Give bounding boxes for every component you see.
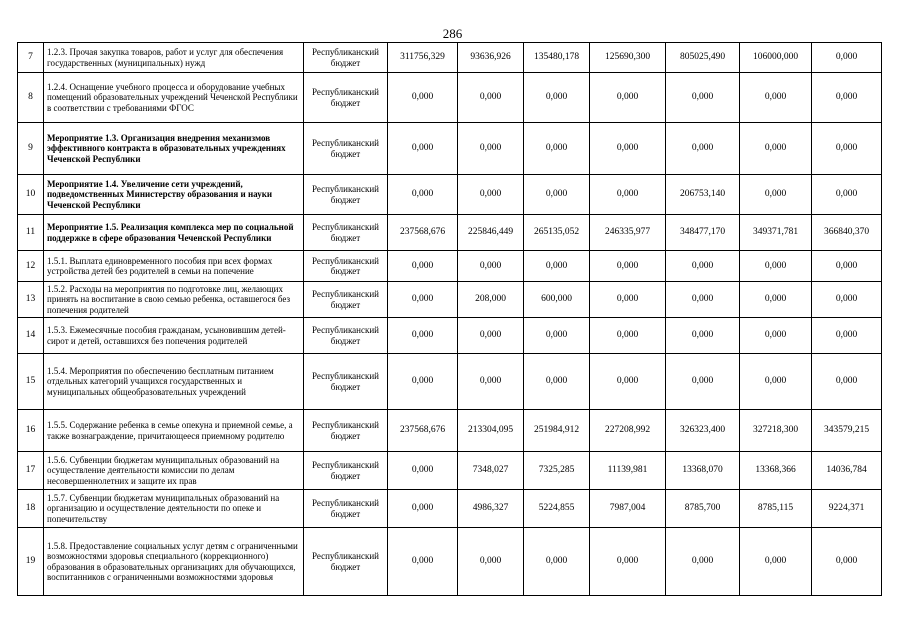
budget-value: 206753,140	[666, 175, 740, 215]
budget-value: 0,000	[388, 490, 458, 528]
row-description: 1.2.3. Прочая закупка товаров, работ и услуг для обеспечения государственных (муниципальных) нужд	[44, 43, 304, 73]
budget-value: 0,000	[388, 528, 458, 596]
budget-value: 0,000	[812, 282, 882, 318]
budget-value: 7325,285	[524, 452, 590, 490]
row-description: 1.5.2. Расходы на мероприятия по подготовке лиц, желающих принять на воспитание в свою семью ребенка, оставшегося без попечения родителей	[44, 282, 304, 318]
budget-value: 9224,371	[812, 490, 882, 528]
row-description: 1.5.4. Мероприятия по обеспечению бесплатным питанием отдельных категорий учащихся государственных и муниципальных общеобразовательных учреждений	[44, 354, 304, 410]
row-description: 1.5.6. Субвенции бюджетам муниципальных образований на осуществление деятельности комиссии по делам несовершеннолетних и защите их прав	[44, 452, 304, 490]
budget-value: 0,000	[590, 528, 666, 596]
budget-value: 0,000	[740, 528, 812, 596]
budget-value: 0,000	[388, 318, 458, 354]
budget-value: 0,000	[524, 251, 590, 282]
budget-value: 0,000	[666, 123, 740, 175]
row-number: 18	[18, 490, 44, 528]
row-number: 12	[18, 251, 44, 282]
row-description: 1.5.1. Выплата единовременного пособия при всех формах устройства детей без родителей в семьи на попечение	[44, 251, 304, 282]
budget-value: 208,000	[458, 282, 524, 318]
row-number: 11	[18, 215, 44, 251]
budget-value: 0,000	[524, 354, 590, 410]
budget-value: 0,000	[740, 123, 812, 175]
budget-value: 0,000	[812, 73, 882, 123]
budget-value: 5224,855	[524, 490, 590, 528]
table-row	[18, 282, 882, 318]
budget-value: 0,000	[666, 73, 740, 123]
budget-value: 0,000	[458, 123, 524, 175]
budget-value: 265135,052	[524, 215, 590, 251]
row-number: 14	[18, 318, 44, 354]
budget-value: 0,000	[590, 251, 666, 282]
table-row	[18, 123, 882, 175]
budget-value: 251984,912	[524, 410, 590, 452]
row-description: 1.2.4. Оснащение учебного процесса и оборудование учебных помещений образовательных учреждений Чеченской Республики в соответствии с требованиями ФГОС	[44, 73, 304, 123]
budget-value: 0,000	[740, 175, 812, 215]
funding-source: Республиканский бюджет	[304, 452, 388, 490]
budget-value: 0,000	[458, 528, 524, 596]
budget-value: 366840,370	[812, 215, 882, 251]
budget-value: 0,000	[590, 282, 666, 318]
budget-value: 0,000	[590, 318, 666, 354]
budget-value: 0,000	[590, 73, 666, 123]
budget-value: 0,000	[812, 528, 882, 596]
budget-value: 227208,992	[590, 410, 666, 452]
budget-value: 327218,300	[740, 410, 812, 452]
funding-source: Республиканский бюджет	[304, 215, 388, 251]
row-number: 15	[18, 354, 44, 410]
budget-value: 0,000	[388, 175, 458, 215]
budget-value: 0,000	[388, 123, 458, 175]
table-row	[18, 251, 882, 282]
funding-source: Республиканский бюджет	[304, 175, 388, 215]
row-number: 10	[18, 175, 44, 215]
budget-value: 213304,095	[458, 410, 524, 452]
row-number: 17	[18, 452, 44, 490]
table-row	[18, 175, 882, 215]
budget-value: 326323,400	[666, 410, 740, 452]
budget-value: 0,000	[812, 123, 882, 175]
table-row	[18, 528, 882, 596]
table-body	[18, 43, 882, 596]
budget-value: 0,000	[524, 123, 590, 175]
budget-value: 0,000	[666, 251, 740, 282]
row-description: Мероприятие 1.4. Увеличение сети учреждений, подведомственных Министерству образования и науки Чеченской Республики	[44, 175, 304, 215]
budget-value: 0,000	[666, 318, 740, 354]
table-row	[18, 73, 882, 123]
budget-value: 13368,070	[666, 452, 740, 490]
row-number: 19	[18, 528, 44, 596]
funding-source: Республиканский бюджет	[304, 318, 388, 354]
funding-source: Республиканский бюджет	[304, 43, 388, 73]
budget-value: 0,000	[524, 175, 590, 215]
row-description: Мероприятие 1.3. Организация внедрения механизмов эффективного контракта в образовательных учреждениях Чеченской Республики	[44, 123, 304, 175]
budget-value: 348477,170	[666, 215, 740, 251]
budget-value: 0,000	[524, 73, 590, 123]
budget-value: 0,000	[740, 354, 812, 410]
row-description: 1.5.3. Ежемесячные пособия гражданам, усыновившим детей-сирот и детей, оставшихся без попечения родителей	[44, 318, 304, 354]
row-number: 7	[18, 43, 44, 73]
funding-source: Республиканский бюджет	[304, 354, 388, 410]
budget-value: 135480,178	[524, 43, 590, 73]
row-number: 9	[18, 123, 44, 175]
budget-value: 0,000	[388, 282, 458, 318]
table-row	[18, 43, 882, 73]
row-number: 13	[18, 282, 44, 318]
funding-source: Республиканский бюджет	[304, 410, 388, 452]
table-row	[18, 318, 882, 354]
budget-value: 0,000	[458, 318, 524, 354]
row-number: 8	[18, 73, 44, 123]
budget-value: 0,000	[458, 354, 524, 410]
budget-value: 0,000	[666, 528, 740, 596]
budget-value: 0,000	[740, 73, 812, 123]
budget-table	[17, 42, 882, 596]
budget-value: 0,000	[590, 354, 666, 410]
budget-value: 600,000	[524, 282, 590, 318]
budget-value: 4986,327	[458, 490, 524, 528]
budget-value: 0,000	[812, 175, 882, 215]
budget-value: 11139,981	[590, 452, 666, 490]
budget-value: 0,000	[812, 354, 882, 410]
row-description: 1.5.5. Содержание ребенка в семье опекуна и приемной семье, а также вознаграждение, причитающееся приемному родителю	[44, 410, 304, 452]
budget-value: 0,000	[740, 318, 812, 354]
funding-source: Республиканский бюджет	[304, 528, 388, 596]
table-row	[18, 354, 882, 410]
budget-value: 0,000	[458, 73, 524, 123]
budget-value: 311756,329	[388, 43, 458, 73]
budget-value: 0,000	[524, 528, 590, 596]
funding-source: Республиканский бюджет	[304, 490, 388, 528]
budget-value: 349371,781	[740, 215, 812, 251]
budget-value: 0,000	[666, 282, 740, 318]
budget-value: 0,000	[458, 175, 524, 215]
funding-source: Республиканский бюджет	[304, 251, 388, 282]
page-number: 286	[442, 26, 463, 41]
budget-value: 0,000	[812, 318, 882, 354]
budget-value: 225846,449	[458, 215, 524, 251]
funding-source: Республиканский бюджет	[304, 73, 388, 123]
budget-value: 0,000	[388, 251, 458, 282]
budget-value: 343579,215	[812, 410, 882, 452]
budget-value: 125690,300	[590, 43, 666, 73]
budget-value: 7987,004	[590, 490, 666, 528]
budget-value: 0,000	[812, 43, 882, 73]
table-row	[18, 410, 882, 452]
budget-value: 106000,000	[740, 43, 812, 73]
budget-value: 7348,027	[458, 452, 524, 490]
budget-value: 13368,366	[740, 452, 812, 490]
budget-value: 0,000	[388, 354, 458, 410]
budget-value: 0,000	[524, 318, 590, 354]
budget-value: 0,000	[740, 282, 812, 318]
budget-value: 0,000	[740, 251, 812, 282]
table-row	[18, 490, 882, 528]
table-row	[18, 215, 882, 251]
budget-value: 14036,784	[812, 452, 882, 490]
funding-source: Республиканский бюджет	[304, 282, 388, 318]
budget-value: 0,000	[388, 73, 458, 123]
budget-value: 0,000	[812, 251, 882, 282]
table-row	[18, 452, 882, 490]
row-number: 16	[18, 410, 44, 452]
budget-value: 93636,926	[458, 43, 524, 73]
budget-value: 8785,700	[666, 490, 740, 528]
row-description: Мероприятие 1.5. Реализация комплекса мер по социальной поддержке в сфере образования Чеченской Республики	[44, 215, 304, 251]
budget-value: 0,000	[590, 175, 666, 215]
budget-value: 0,000	[458, 251, 524, 282]
row-description: 1.5.7. Субвенции бюджетам муниципальных образований на организацию и осуществление деятельности по опеке и попечительству	[44, 490, 304, 528]
row-description: 1.5.8. Предоставление социальных услуг детям с ограниченными возможностями здоровья специального (коррекционного) образования в образовательных организациях для обучающихся, воспитанников с ограниченными возможностями здоровья	[44, 528, 304, 596]
budget-value: 237568,676	[388, 215, 458, 251]
funding-source: Республиканский бюджет	[304, 123, 388, 175]
budget-value: 805025,490	[666, 43, 740, 73]
budget-value: 8785,115	[740, 490, 812, 528]
budget-value: 0,000	[388, 452, 458, 490]
budget-value: 237568,676	[388, 410, 458, 452]
budget-value: 0,000	[590, 123, 666, 175]
budget-value: 246335,977	[590, 215, 666, 251]
budget-value: 0,000	[666, 354, 740, 410]
